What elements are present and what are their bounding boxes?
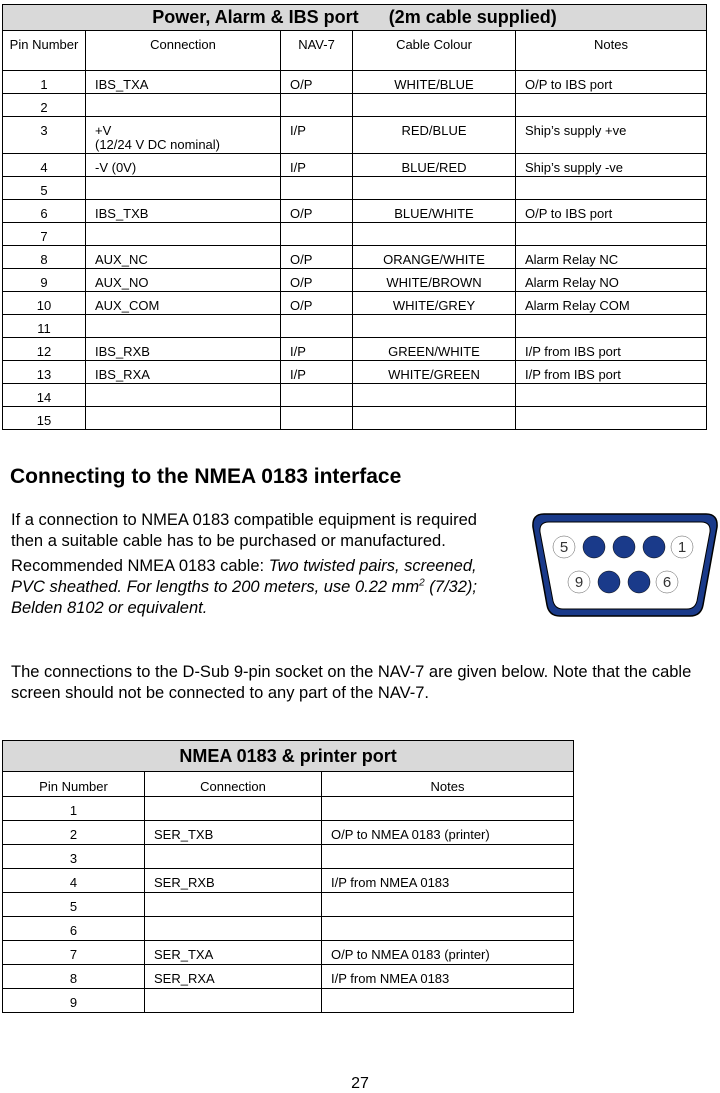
cable-colour-cell: RED/BLUE (353, 117, 516, 154)
table-row (3, 893, 574, 917)
notes-cell: O/P to IBS port (516, 200, 707, 223)
connection-cell: IBS_RXA (86, 361, 281, 384)
cable-colour-cell (353, 94, 516, 117)
ibs-table-title: Power, Alarm & IBS port (2m cable supplied) (3, 5, 707, 31)
nav7-cell (281, 177, 353, 200)
pin-cell: 5 (3, 893, 145, 917)
table-row (3, 917, 574, 941)
table-header-row (3, 772, 574, 797)
cable-colour-cell: WHITE/GREEN (353, 361, 516, 384)
pin-cell: 6 (3, 917, 145, 941)
pin-8 (598, 571, 620, 593)
table-row (3, 117, 707, 154)
connection-cell: IBS_RXB (86, 338, 281, 361)
pin-cell: 2 (3, 94, 86, 117)
notes-cell: Ship’s supply -ve (516, 154, 707, 177)
table-row (3, 269, 707, 292)
nav7-cell: O/P (281, 200, 353, 223)
pin-cell: 9 (3, 269, 86, 292)
nav7-cell: I/P (281, 338, 353, 361)
cable-colour-cell (353, 407, 516, 430)
pin-cell: 8 (3, 965, 145, 989)
table-row (3, 989, 574, 1013)
connection-cell: AUX_COM (86, 292, 281, 315)
table-row (3, 407, 707, 430)
pin-7 (628, 571, 650, 593)
pin-cell: 4 (3, 154, 86, 177)
notes-cell: I/P from IBS port (516, 361, 707, 384)
table-row (3, 797, 574, 821)
notes-cell (516, 94, 707, 117)
pin-label-5: 5 (559, 539, 569, 556)
connection-cell: SER_TXA (145, 941, 322, 965)
nmea-printer-port-table (2, 740, 574, 1013)
header-cable-colour: Cable Colour (353, 31, 516, 71)
paragraph-connections-note: The connections to the D-Sub 9-pin socket on the NAV-7 are given below. Note that the cable screen should not be connected to any part of the NAV-7. (11, 663, 692, 702)
notes-cell: Ship’s supply +ve (516, 117, 707, 154)
notes-cell (322, 845, 574, 869)
connection-cell (145, 845, 322, 869)
pin-cell: 3 (3, 117, 86, 154)
table-row (3, 315, 707, 338)
table-row (3, 361, 707, 384)
header-nav7: NAV-7 (281, 31, 353, 71)
cable-colour-cell: ORANGE/WHITE (353, 246, 516, 269)
notes-cell (516, 223, 707, 246)
cable-colour-cell: BLUE/RED (353, 154, 516, 177)
connector-socket (540, 522, 710, 609)
dsub-9-pin-connector-diagram (530, 510, 720, 620)
pin-cell: 9 (3, 989, 145, 1013)
table-row (3, 71, 707, 94)
pin-cell: 12 (3, 338, 86, 361)
nmea-table-title: NMEA 0183 & printer port (3, 741, 574, 772)
paragraph-cable-recommendation: Recommended NMEA 0183 cable: Two twisted pairs, screened, PVC sheathed. For lengths to 200 meters, use 0.22 $mm^2$ (7/32); Belden 8102 or equivalent. (11, 557, 477, 617)
pin-cell: 8 (3, 246, 86, 269)
table-row (3, 154, 707, 177)
table-row (3, 845, 574, 869)
cable-colour-cell (353, 223, 516, 246)
cable-colour-cell: WHITE/GREY (353, 292, 516, 315)
cable-colour-cell (353, 177, 516, 200)
notes-cell: I/P from NMEA 0183 (322, 869, 574, 893)
connection-cell (86, 177, 281, 200)
pin-cell: 13 (3, 361, 86, 384)
table-row (3, 338, 707, 361)
connection-cell: SER_RXB (145, 869, 322, 893)
table-row (3, 200, 707, 223)
table-row (3, 965, 574, 989)
pin-label-9: 9 (574, 574, 584, 591)
notes-cell: O/P to IBS port (516, 71, 707, 94)
pin-cell: 2 (3, 821, 145, 845)
pin-2 (643, 536, 665, 558)
connection-cell (145, 917, 322, 941)
header-notes: Notes (516, 31, 707, 71)
notes-cell (322, 797, 574, 821)
nav7-cell (281, 315, 353, 338)
connection-cell (86, 407, 281, 430)
nav7-cell (281, 407, 353, 430)
pin-cell: 11 (3, 315, 86, 338)
table-header-row (3, 31, 707, 71)
nav7-cell: I/P (281, 117, 353, 154)
header-connection: Connection (145, 772, 322, 797)
notes-cell (516, 407, 707, 430)
notes-cell: Alarm Relay NO (516, 269, 707, 292)
nav7-cell: O/P (281, 246, 353, 269)
table-row (3, 292, 707, 315)
pin-cell: 7 (3, 941, 145, 965)
header-notes: Notes (322, 772, 574, 797)
cable-colour-cell: WHITE/BROWN (353, 269, 516, 292)
connection-cell: -V (0V) (86, 154, 281, 177)
connection-cell: +V (12/24 V DC nominal) (86, 117, 281, 154)
table-row (3, 821, 574, 845)
pin-cell: 5 (3, 177, 86, 200)
connection-cell (145, 797, 322, 821)
cable-colour-cell (353, 384, 516, 407)
notes-cell (322, 893, 574, 917)
pin-cell: 7 (3, 223, 86, 246)
connection-cell: AUX_NO (86, 269, 281, 292)
nav7-cell (281, 384, 353, 407)
connection-cell (86, 384, 281, 407)
section-heading: Connecting to the NMEA 0183 interface (10, 465, 402, 488)
table-row (3, 223, 707, 246)
table-row (3, 869, 574, 893)
cable-colour-cell: WHITE/BLUE (353, 71, 516, 94)
nav7-cell: O/P (281, 292, 353, 315)
cable-colour-cell: BLUE/WHITE (353, 200, 516, 223)
pin-cell: 6 (3, 200, 86, 223)
pin-cell: 15 (3, 407, 86, 430)
pin-cell: 1 (3, 797, 145, 821)
pin-cell: 3 (3, 845, 145, 869)
header-pin-number: Pin Number (3, 31, 86, 71)
pin-cell: 1 (3, 71, 86, 94)
connection-cell: IBS_TXA (86, 71, 281, 94)
notes-cell (516, 315, 707, 338)
connection-cell: IBS_TXB (86, 200, 281, 223)
pin-cell: 14 (3, 384, 86, 407)
header-connection: Connection (86, 31, 281, 71)
nav7-cell: O/P (281, 71, 353, 94)
connection-cell: SER_TXB (145, 821, 322, 845)
paragraph-intro: If a connection to NMEA 0183 compatible equipment is required then a suitable cable has to be purchased or manufactured. (11, 511, 477, 550)
connection-cell (145, 893, 322, 917)
table-row (3, 94, 707, 117)
pin-cell: 10 (3, 292, 86, 315)
connection-cell: AUX_NC (86, 246, 281, 269)
ibs-port-table (2, 4, 707, 430)
notes-cell: O/P to NMEA 0183 (printer) (322, 821, 574, 845)
connection-cell (145, 989, 322, 1013)
nav7-cell (281, 223, 353, 246)
notes-cell (322, 917, 574, 941)
notes-cell (516, 384, 707, 407)
table-row (3, 246, 707, 269)
nav7-cell: I/P (281, 154, 353, 177)
cable-colour-cell (353, 315, 516, 338)
connection-cell (86, 315, 281, 338)
pin-cell: 4 (3, 869, 145, 893)
notes-cell: I/P from IBS port (516, 338, 707, 361)
notes-cell: I/P from NMEA 0183 (322, 965, 574, 989)
nav7-cell (281, 94, 353, 117)
pin-label-1: 1 (677, 539, 687, 556)
connection-cell: SER_RXA (145, 965, 322, 989)
cable-colour-cell: GREEN/WHITE (353, 338, 516, 361)
nav7-cell: O/P (281, 269, 353, 292)
table-row (3, 384, 707, 407)
nav7-cell: I/P (281, 361, 353, 384)
notes-cell: Alarm Relay COM (516, 292, 707, 315)
notes-cell (322, 989, 574, 1013)
connection-cell (86, 94, 281, 117)
table-row (3, 941, 574, 965)
pin-label-6: 6 (662, 574, 672, 591)
table-row (3, 177, 707, 200)
header-pin-number: Pin Number (3, 772, 145, 797)
pin-4 (583, 536, 605, 558)
notes-cell: O/P to NMEA 0183 (printer) (322, 941, 574, 965)
notes-cell (516, 177, 707, 200)
page-number: 27 (351, 1075, 369, 1092)
pin-3 (613, 536, 635, 558)
notes-cell: Alarm Relay NC (516, 246, 707, 269)
connection-cell (86, 223, 281, 246)
